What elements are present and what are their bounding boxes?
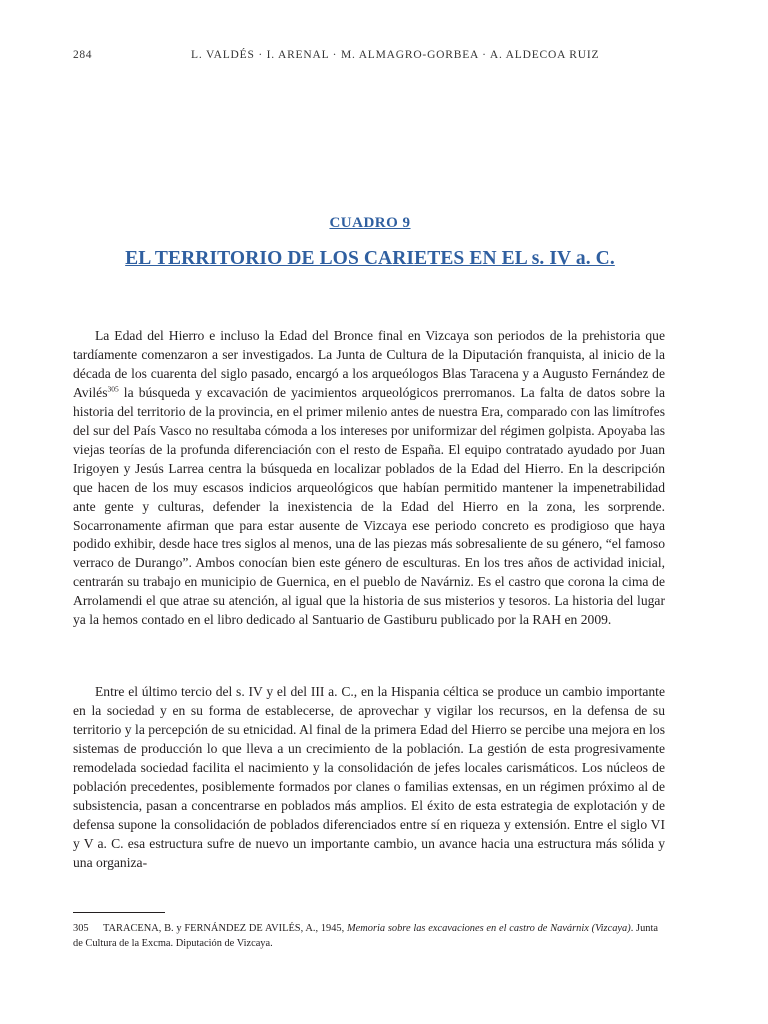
cuadro-title: EL TERRITORIO DE LOS CARIETES EN EL s. IV a. C. <box>125 248 615 269</box>
paragraph-1-text-end: la búsqueda y excavación de yacimientos arqueológicos prerromanos. La falta de datos sobre la historia del territorio de la provincia, en el primer milenio antes de nuestra Era, comparado con las limítrofes del sur del País Vasco no resultaba cómoda a los intereses por uniformizar del régimen golpista. Apoyaba las viejas teorías de la profunda diferenciación con el resto de España. El equipo contratado ayudado por Juan Irigoyen y Jesús Larrea centra la búsqueda en localizar poblados de la Edad del Hierro. En la descripción que hacen de los muy escasos indicios arqueológicos que habían permitido mantener la impenetrabilidad ante gente y culturas, defender la inexistencia de la Edad del Hierro en la zona, les sorprende. Socarronamente afirman que para estar ausente de Vizcaya ese periodo concreto es prodigioso que haya podido exhibir, desde hace tres siglos al menos, una de las piezas más sobresaliente de su género, “el famoso verraco de Durango”. Ambos conocían bien este género de esculturas. En los tres años de actividad inicial, centrarán su trabajo en municipio de Guernica, en el pueblo de Navárniz. Es el castro que corona la cima de Arrolamendi el que atrae su atención, al igual que la historia de sus misterios y tesoros. La historia del lugar ya la hemos contado en el libro dedicado al Santuario de Gastiburu publicado por la RAH en 2009. <box>73 384 665 628</box>
footnote-reference[interactable]: 305 <box>107 384 119 394</box>
body-paragraph-1 <box>73 327 665 630</box>
footnote-rest: . Junta de Cultura de la Excma. Diputación de Vizcaya. <box>73 923 658 949</box>
footnote-separator <box>73 912 165 913</box>
running-header <box>73 49 695 65</box>
paragraph-1-text-start: La Edad del Hierro e incluso la Edad del Bronce final en Vizcaya son periodos de la prehistoria que tardíamente comenzaron a ser investigados. La Junta de Cultura de la Diputación franquista, al inicio de la década de los cuarenta del siglo pasado, encargó a los arqueólogos Blas Taracena y a Augusto Fernández de Avilés <box>73 328 665 400</box>
footnote-title: Memoria sobre las excavaciones en el castro de Navárnix (Vizcaya) <box>347 923 631 934</box>
cuadro-label: CUADRO 9 <box>329 215 411 231</box>
footnote <box>73 922 658 951</box>
footnote-number: 305 <box>73 923 89 934</box>
running-header-authors: L. VALDÉS · I. ARENAL · M. ALMAGRO-GORBEA · A. ALDECOA RUIZ <box>191 49 600 61</box>
footnote-authors: TARACENA, B. y FERNÁNDEZ DE AVILÉS, A., 1945, <box>103 923 347 934</box>
page-number: 284 <box>73 49 93 61</box>
body-paragraph-2: Entre el último tercio del s. IV y el del III a. C., en la Hispania céltica se produce un cambio importante en la sociedad y en su forma de establecerse, de aprovechar y vigilar los recursos, en la defensa de su territorio y la percepción de su etnicidad. Al final de la primera Edad del Hierro se percibe una mejora en los sistemas de producción lo que lleva a un crecimiento de la población. La gestión de esta progresivamente remodelada sociedad facilita el nacimiento y la consolidación de jefes locales carismáticos. Los núcleos de población precedentes, posiblemente formados por clanes o familias extensas, en un régimen próximo al de subsistencia, pasan a concentrarse en poblados más amplios. El éxito de esta estrategia de explotación y de defensa supone la consolidación de poblados diferenciados entre sí en riqueza y extensión. Entre el siglo VI y V a. C. esa estructura sufre de nuevo un importante cambio, un avance hacia una estructura más sólida y una organiza- <box>73 684 665 870</box>
